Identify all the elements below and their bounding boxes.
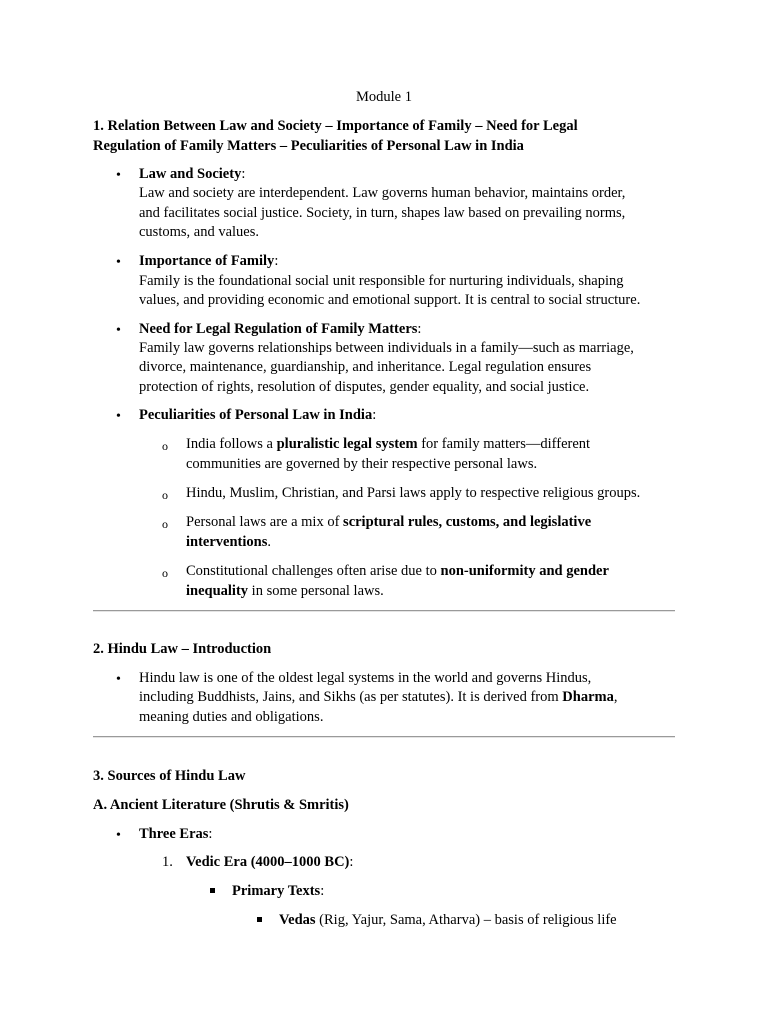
- section-2-heading: 2. Hindu Law – Introduction: [93, 641, 272, 657]
- list-item-label: Three Eras: [139, 826, 209, 842]
- bullet-icon: •: [116, 168, 121, 183]
- square-bullet-icon: [257, 917, 262, 922]
- section-1-heading-line-2: Regulation of Family Matters – Peculiarities of Personal Law in India: [93, 138, 524, 154]
- text-run: ,: [613, 689, 618, 705]
- label-colon: :: [208, 826, 213, 842]
- list-item-law-and-society: [139, 165, 245, 184]
- bold-run: scriptural rules, customs, and legislative: [343, 514, 592, 530]
- text-run: in some personal laws.: [248, 583, 384, 599]
- bold-run: inequality: [186, 583, 249, 599]
- paragraph-line: and facilitates social justice. Society, in turn, shapes law based on prevailing norms,: [139, 205, 626, 221]
- list-item-vedas: [279, 911, 617, 930]
- label-colon: :: [349, 854, 354, 870]
- bold-run: pluralistic legal system: [276, 436, 418, 452]
- page-title: Module 1: [356, 89, 412, 105]
- sub-bullet-icon: o: [162, 566, 168, 580]
- numbered-marker: 1.: [162, 854, 173, 870]
- section-3-subheading: A. Ancient Literature (Shrutis & Smritis): [93, 797, 349, 813]
- bold-run: non-uniformity and gender: [440, 563, 609, 579]
- list-item-peculiarities: [139, 406, 376, 425]
- bold-run: Dharma: [562, 689, 614, 705]
- sub-list-item-constitutional: [186, 562, 609, 581]
- list-item-three-eras: [139, 825, 212, 844]
- paragraph-line: Family is the foundational social unit responsible for nurturing individuals, shaping: [139, 273, 624, 289]
- list-item-vedic-era: [186, 853, 353, 872]
- sub-bullet-icon: o: [162, 488, 168, 502]
- paragraph-line: customs, and values.: [139, 224, 260, 240]
- label-colon: :: [320, 883, 325, 899]
- bullet-icon: •: [116, 828, 121, 843]
- bullet-icon: •: [116, 672, 121, 687]
- label-colon: :: [372, 407, 377, 423]
- section-1-heading-line-1: 1. Relation Between Law and Society – Importance of Family – Need for Legal: [93, 118, 578, 134]
- bold-run: interventions: [186, 534, 268, 550]
- text-run: .: [267, 534, 271, 550]
- bullet-icon: •: [116, 255, 121, 270]
- bullet-icon: •: [116, 409, 121, 424]
- section-divider: [93, 736, 675, 738]
- sub-list-item-mix: [186, 513, 591, 532]
- list-item-label: Importance of Family: [139, 253, 275, 269]
- list-item-importance-of-family: [139, 252, 278, 271]
- list-item-label: Peculiarities of Personal Law in India: [139, 407, 373, 423]
- list-item-label: Need for Legal Regulation of Family Matters: [139, 321, 418, 337]
- text-run: India follows a: [186, 436, 277, 452]
- list-item-label: Vedas: [279, 912, 316, 928]
- list-item-label: Law and Society: [139, 166, 242, 182]
- label-colon: :: [241, 166, 246, 182]
- paragraph-line: [186, 533, 271, 552]
- sub-bullet-icon: o: [162, 517, 168, 531]
- paragraph-line: [186, 582, 384, 601]
- text-run: including Buddhists, Jains, and Sikhs (as per statutes). It is derived from: [139, 689, 563, 705]
- paragraph-line: divorce, maintenance, guardianship, and inheritance. Legal regulation ensures: [139, 359, 592, 375]
- list-item-label: Vedic Era (4000–1000 BC): [186, 854, 350, 870]
- list-item-primary-texts: [232, 882, 324, 901]
- text-run: Constitutional challenges often arise due to: [186, 563, 441, 579]
- list-item-need-for-regulation: [139, 320, 421, 339]
- sub-list-item-pluralistic: [186, 435, 590, 454]
- label-colon: :: [274, 253, 279, 269]
- paragraph-line: Hindu law is one of the oldest legal systems in the world and governs Hindus,: [139, 670, 592, 686]
- text-run: for family matters—different: [417, 436, 591, 452]
- text-run: (Rig, Yajur, Sama, Atharva) – basis of religious life: [315, 912, 617, 928]
- sub-bullet-icon: o: [162, 439, 168, 453]
- label-colon: :: [417, 321, 422, 337]
- list-item-label: Primary Texts: [232, 883, 321, 899]
- paragraph-line: meaning duties and obligations.: [139, 709, 324, 725]
- paragraph-line: protection of rights, resolution of disputes, gender equality, and social justice.: [139, 379, 590, 395]
- section-divider: [93, 610, 675, 612]
- paragraph-line: values, and providing economic and emotional support. It is central to social structure.: [139, 292, 641, 308]
- bullet-icon: •: [116, 323, 121, 338]
- paragraph-line: communities are governed by their respective personal laws.: [186, 456, 538, 472]
- section-3-heading: 3. Sources of Hindu Law: [93, 768, 246, 784]
- square-bullet-icon: [210, 888, 215, 893]
- paragraph-line: [139, 688, 617, 707]
- text-run: Personal laws are a mix of: [186, 514, 344, 530]
- paragraph-line: Law and society are interdependent. Law governs human behavior, maintains order,: [139, 185, 626, 201]
- sub-list-item-religious-laws: Hindu, Muslim, Christian, and Parsi laws apply to respective religious groups.: [186, 485, 641, 501]
- paragraph-line: Family law governs relationships between individuals in a family—such as marriage,: [139, 340, 634, 356]
